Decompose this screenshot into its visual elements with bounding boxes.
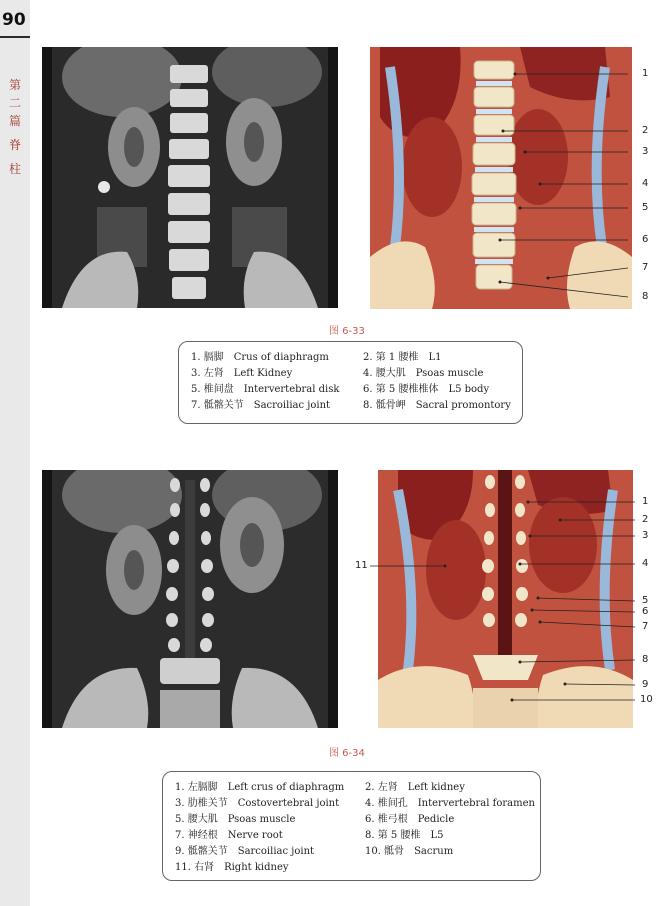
- page-number: 90: [2, 10, 26, 30]
- legend-item: 5. 腰大肌 Psoas muscle: [175, 814, 296, 825]
- legend-item: 2. 左肾 Left kidney: [365, 782, 465, 793]
- chapter-char: 柱: [8, 162, 21, 176]
- callout-number: 3: [642, 146, 649, 157]
- legend-item: 1. 膈脚 Crus of diaphragm: [191, 352, 329, 363]
- callout-number: 8: [642, 291, 649, 302]
- legend-item: 3. 肋椎关节 Costovertebral joint: [175, 798, 340, 809]
- chapter-char: 二: [8, 96, 21, 110]
- legend-item: 9. 骶髂关节 Sarcoiliac joint: [175, 846, 315, 857]
- callout-number: 1: [642, 496, 649, 507]
- legend-item: 10. 骶骨 Sacrum: [365, 846, 454, 857]
- callout-number: 5: [642, 595, 649, 606]
- callout-number: 7: [642, 262, 649, 273]
- figure-6-34-legend: [162, 771, 541, 881]
- callout-number: 6: [642, 234, 649, 245]
- chapter-char: 第: [8, 78, 21, 92]
- figure-6-34-caption: 图 6-34: [329, 748, 365, 759]
- chapter-char: 篇: [8, 114, 21, 128]
- callout-number: 6: [642, 606, 649, 617]
- legend-item: 11. 右肾 Right kidney: [175, 862, 289, 873]
- callout-number: 2: [642, 125, 649, 136]
- callout-number: 3: [642, 530, 649, 541]
- legend-item: 6. 第 5 腰椎椎体 L5 body: [363, 384, 490, 395]
- callout-number: 9: [642, 679, 649, 690]
- callout-number: 10: [640, 694, 653, 705]
- legend-item: 4. 椎间孔 Intervertebral foramen: [365, 798, 535, 809]
- legend-item: 5. 椎间盘 Intervertebral disk: [191, 384, 340, 395]
- legend-item: 8. 骶骨岬 Sacral promontory: [363, 400, 511, 411]
- legend-item: 7. 骶髂关节 Sacroiliac joint: [191, 400, 331, 411]
- callout-number: 4: [642, 178, 649, 189]
- callout-number: 8: [642, 654, 649, 665]
- callout-number: 2: [642, 514, 649, 525]
- figure-6-33-caption: 图 6-33: [329, 326, 365, 337]
- legend-item: 6. 椎弓根 Pedicle: [365, 814, 455, 825]
- legend-item: 2. 第 1 腰椎 L1: [363, 352, 442, 363]
- callout-number: 11: [355, 560, 368, 571]
- legend-item: 7. 神经根 Nerve root: [175, 830, 283, 841]
- callout-number: 1: [642, 68, 649, 79]
- legend-item: 3. 左肾 Left Kidney: [191, 368, 293, 379]
- callout-number: 5: [642, 202, 649, 213]
- callout-number: 7: [642, 621, 649, 632]
- legend-item: 1. 左膈脚 Left crus of diaphragm: [175, 782, 345, 793]
- legend-item: 4. 腰大肌 Psoas muscle: [363, 368, 484, 379]
- legend-item: 8. 第 5 腰椎 L5: [365, 830, 444, 841]
- chapter-char: 脊: [8, 138, 21, 152]
- callout-number: 4: [642, 558, 649, 569]
